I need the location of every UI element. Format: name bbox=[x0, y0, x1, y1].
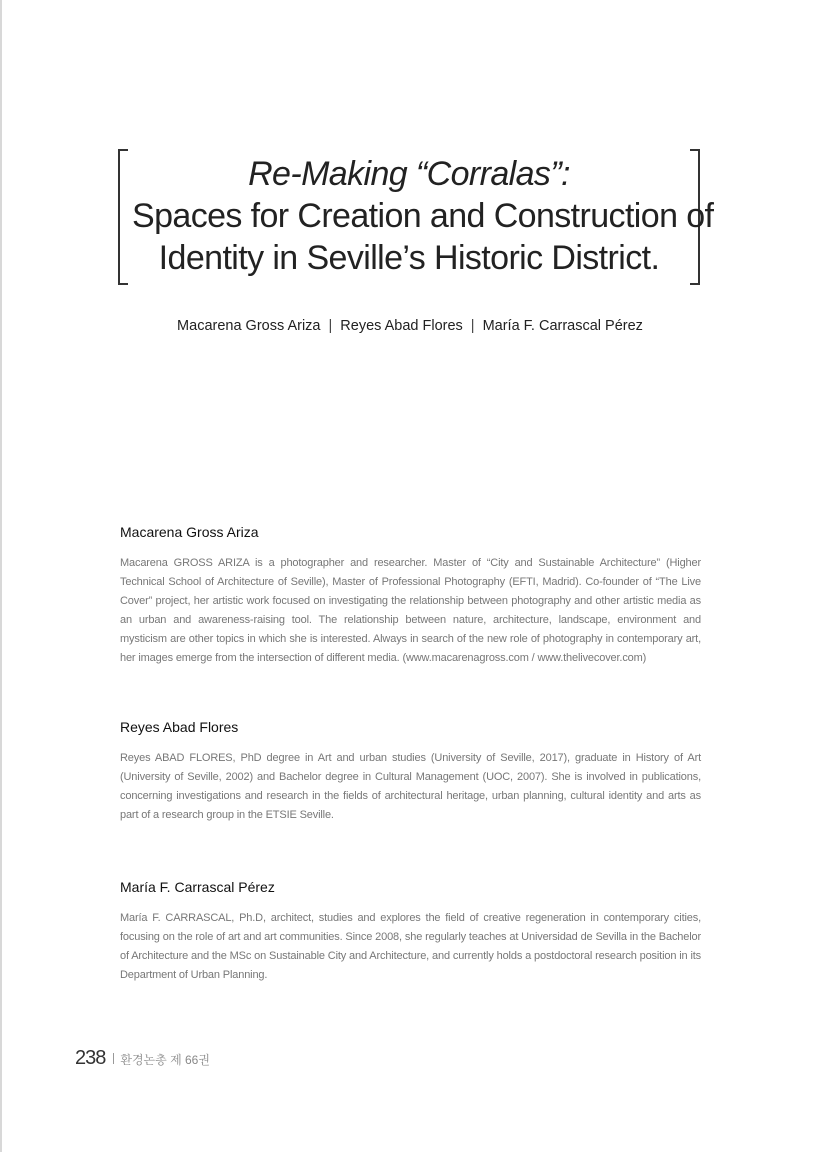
author-list bbox=[0, 318, 820, 334]
author-name: María F. Carrascal Pérez bbox=[482, 318, 643, 334]
left-bracket bbox=[118, 149, 128, 285]
bio-text: María F. CARRASCAL, Ph.D, architect, studies and explores the field of creative regeneration in contemporary cities, focusing on the role of art and art communities. Since 2008, she regularly teaches at Universidad de Sevilla in the Bachelor of Architecture and the MSc on Sustainable City and Architecture, and currently holds a postdoctoral research position in its Department of Urban Planning. bbox=[120, 912, 701, 981]
author-separator: | bbox=[328, 318, 333, 334]
author-name: Macarena Gross Ariza bbox=[177, 318, 321, 334]
bio-heading: Macarena Gross Ariza bbox=[120, 524, 259, 540]
author-bio bbox=[120, 719, 701, 825]
title-line-1: Re-Making “Corralas”: bbox=[248, 155, 570, 193]
title-line-2: Spaces for Creation and Construction of bbox=[132, 197, 714, 235]
bio-text: Macarena GROSS ARIZA is a photographer and researcher. Master of “City and Sustainable Architecture” (Higher Technical School of Architecture of Seville), Master of Professional Photography (EFTI, Madrid). Co-founder of “The Live Cover” project, her artistic work focused on investigating the relationship between photography and other artistic media as an urban and awareness-raising tool. The relationship between nature, architecture, landscape, environment and mysticism are other topics in which she is interested. Always in search of the new role of photography in contemporary art, her images emerge from the intersection of different media. (www.macarenagross.com / www.thelivecover.com) bbox=[120, 557, 701, 664]
bio-heading: Reyes Abad Flores bbox=[120, 719, 239, 735]
author-name: Reyes Abad Flores bbox=[340, 318, 463, 334]
journal-name: 환경논총 제 66권 bbox=[120, 1053, 210, 1067]
author-bio bbox=[120, 879, 701, 985]
page-edge bbox=[0, 0, 2, 1152]
author-separator: | bbox=[470, 318, 475, 334]
author-bio bbox=[120, 524, 701, 668]
page-footer bbox=[75, 1047, 210, 1073]
bio-heading: María F. Carrascal Pérez bbox=[120, 879, 275, 895]
page-number: 238 bbox=[75, 1047, 106, 1069]
title-line-3: Identity in Seville’s Historic District. bbox=[158, 239, 660, 277]
footer-divider bbox=[113, 1053, 114, 1064]
bio-text: Reyes ABAD FLORES, PhD degree in Art and urban studies (University of Seville, 2017), graduate in History of Art (University of Seville, 2002) and Bachelor degree in Cultural Management (UOC, 2007). She is involved in publications, concerning investigations and research in the fields of architectural heritage, urban planning, cultural identity and arts as part of a research group in the ETSIE Seville. bbox=[120, 752, 701, 821]
title-block bbox=[118, 149, 714, 283]
article-title bbox=[132, 153, 714, 279]
